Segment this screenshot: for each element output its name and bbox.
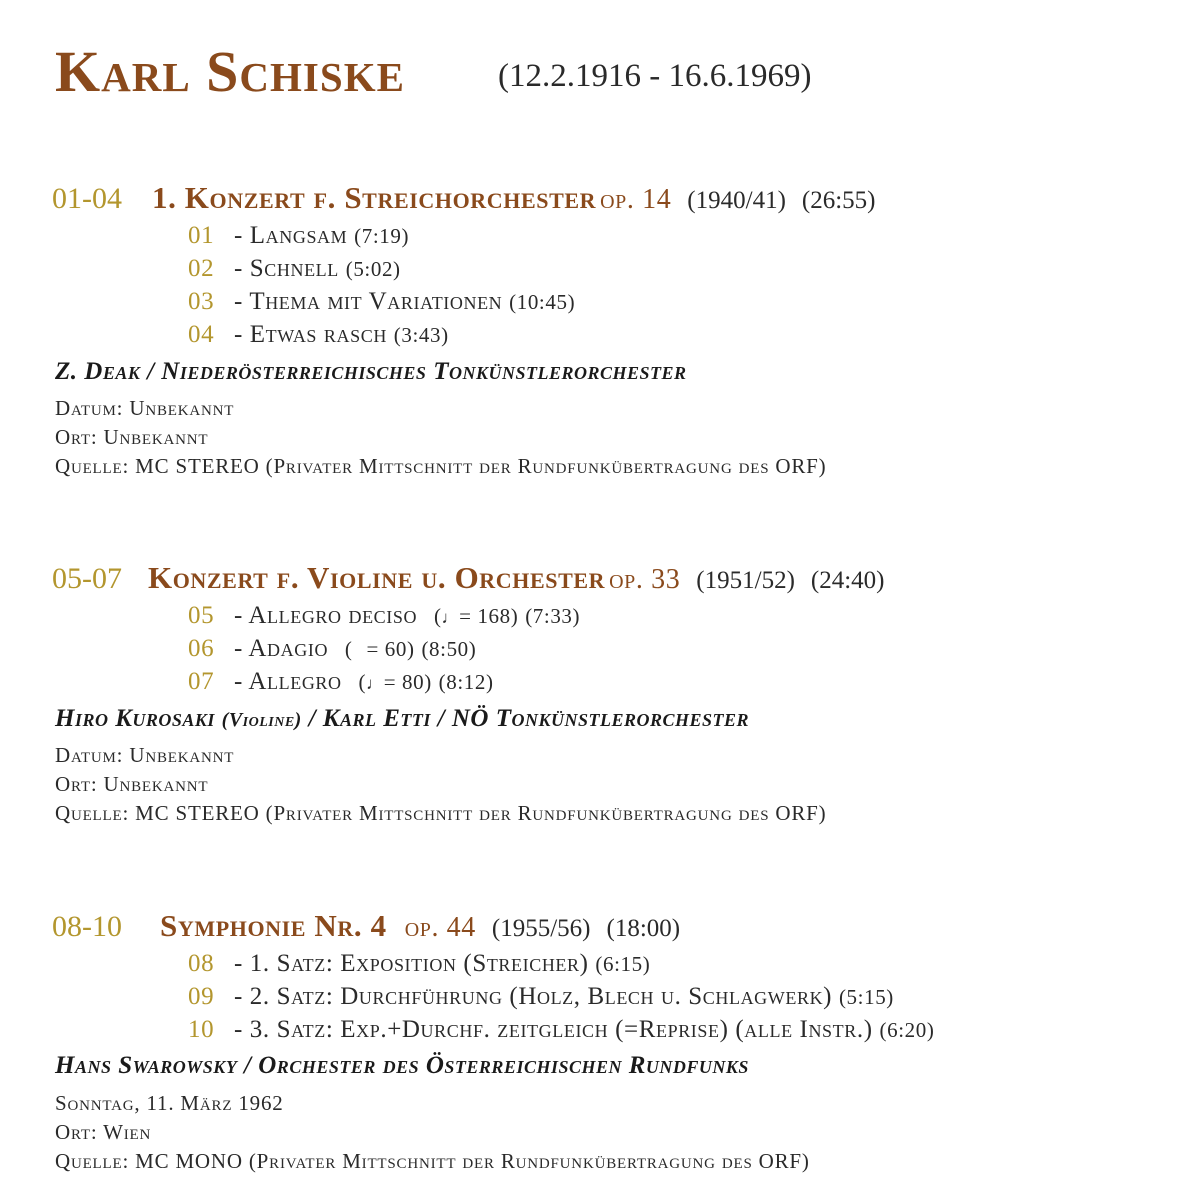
- movement-item: [188, 635, 476, 663]
- movement-title: - 2. Satz: Durchführung (Holz, Blech u. Schlagwerk): [234, 983, 833, 1010]
- recording-source: Quelle: MC STEREO (Privater Mittschnitt der Rundfunkübertragung des ORF): [55, 454, 827, 478]
- movement-duration: (3:43): [393, 323, 449, 347]
- track-number: 09: [188, 983, 215, 1010]
- work-title: 1. Konzert f. Streichorchester: [152, 180, 597, 215]
- movement-title: - Allegro: [234, 668, 342, 695]
- tempo-open: (: [358, 670, 367, 694]
- track-number: 06: [188, 635, 215, 662]
- recording-place: Ort: Unbekannt: [55, 425, 209, 449]
- work-track-range: 01-04: [52, 182, 122, 215]
- performers: Z. Deak / Niederösterreichisches Tonkünstlerorchester: [55, 358, 687, 385]
- movement-item: [188, 1016, 934, 1044]
- movement-duration: (6:15): [595, 952, 651, 976]
- movement-item: [188, 288, 575, 316]
- composer-name: Karl Schiske: [55, 39, 405, 104]
- work-duration: (26:55): [801, 187, 876, 214]
- work-title: Konzert f. Violine u. Orchester: [148, 560, 606, 595]
- movement-duration: (10:45): [509, 290, 576, 314]
- work-heading: [52, 560, 885, 596]
- performers: [55, 705, 749, 733]
- quarter-note-icon: ♩: [366, 674, 384, 693]
- track-number: 10: [188, 1016, 215, 1043]
- movement-title: - Allegro deciso: [234, 602, 418, 629]
- movement-title: - 1. Satz: Exposition (Streicher): [234, 950, 589, 977]
- recording-date: Datum: Unbekannt: [55, 743, 235, 767]
- recording-date: Sonntag, 11. März 1962: [55, 1091, 284, 1115]
- track-number: 03: [188, 288, 215, 315]
- track-number: 02: [188, 255, 215, 282]
- tempo-open: (: [433, 604, 442, 628]
- movement-item: [188, 668, 494, 696]
- work-heading: [52, 180, 876, 216]
- movement-duration: (7:33): [525, 604, 581, 628]
- soloist: Hiro Kurosaki: [55, 705, 215, 732]
- work-opus: op. 44: [404, 912, 476, 943]
- soloist-instrument: (Violine): [221, 709, 302, 731]
- movement-title: - Thema mit Variationen: [234, 288, 503, 315]
- work-track-range: 05-07: [52, 562, 122, 595]
- work-duration: (24:40): [810, 567, 885, 594]
- recording-source: Quelle: MC MONO (Privater Mittschnitt der Rundfunkübertragung des ORF): [55, 1149, 810, 1173]
- movement-duration: (5:15): [838, 985, 894, 1009]
- conductor-orchestra: / Karl Etti / NÖ Tonkünstlerorchester: [308, 705, 750, 732]
- performers: Hans Swarowsky / Orchester des Österreichischen Rundfunks: [55, 1052, 749, 1079]
- movement-tempo: = 168): [459, 604, 519, 628]
- quarter-note-icon: ♩: [441, 608, 460, 627]
- movement-title: - Etwas rasch: [234, 321, 387, 348]
- track-number: 07: [188, 668, 215, 695]
- movement-tempo: = 60): [366, 637, 415, 661]
- work-opus: op. 33: [609, 564, 681, 595]
- track-number: 01: [188, 222, 215, 249]
- recording-source: Quelle: MC STEREO (Privater Mittschnitt der Rundfunkübertragung des ORF): [55, 801, 827, 825]
- work-year: (1951/52): [696, 567, 795, 594]
- movement-title: - 3. Satz: Exp.+Durchf. zeitgleich (=Reprise) (alle Instr.): [234, 1016, 873, 1043]
- movement-item: [188, 950, 650, 978]
- movement-title: - Langsam: [234, 222, 348, 249]
- movement-duration: (7:19): [354, 224, 410, 248]
- track-number: 08: [188, 950, 215, 977]
- composer-dates: (12.2.1916 - 16.6.1969): [498, 58, 812, 94]
- movement-item: [188, 222, 409, 250]
- movement-duration: (6:20): [879, 1018, 935, 1042]
- tempo-open: (: [344, 637, 353, 661]
- movement-item: [188, 321, 449, 349]
- work-title: Symphonie Nr. 4: [160, 908, 387, 943]
- movement-title: - Adagio: [234, 635, 329, 662]
- recording-place: Ort: Unbekannt: [55, 772, 209, 796]
- movement-duration: (8:50): [421, 637, 477, 661]
- movement-item: [188, 602, 580, 630]
- track-number: 05: [188, 602, 215, 629]
- recording-place: Ort: Wien: [55, 1120, 152, 1144]
- track-number: 04: [188, 321, 215, 348]
- recording-date: Datum: Unbekannt: [55, 396, 235, 420]
- work-duration: (18:00): [606, 915, 681, 942]
- movement-item: [188, 255, 401, 283]
- work-year: (1955/56): [491, 915, 591, 942]
- work-heading: [52, 908, 680, 944]
- work-year: (1940/41): [687, 187, 786, 214]
- work-track-range: 08-10: [52, 910, 122, 943]
- movement-title: - Schnell: [234, 255, 339, 282]
- movement-item: [188, 983, 894, 1011]
- movement-tempo: = 80): [383, 670, 432, 694]
- work-opus: op. 14: [600, 184, 672, 215]
- movement-duration: (8:12): [438, 670, 494, 694]
- movement-duration: (5:02): [345, 257, 401, 281]
